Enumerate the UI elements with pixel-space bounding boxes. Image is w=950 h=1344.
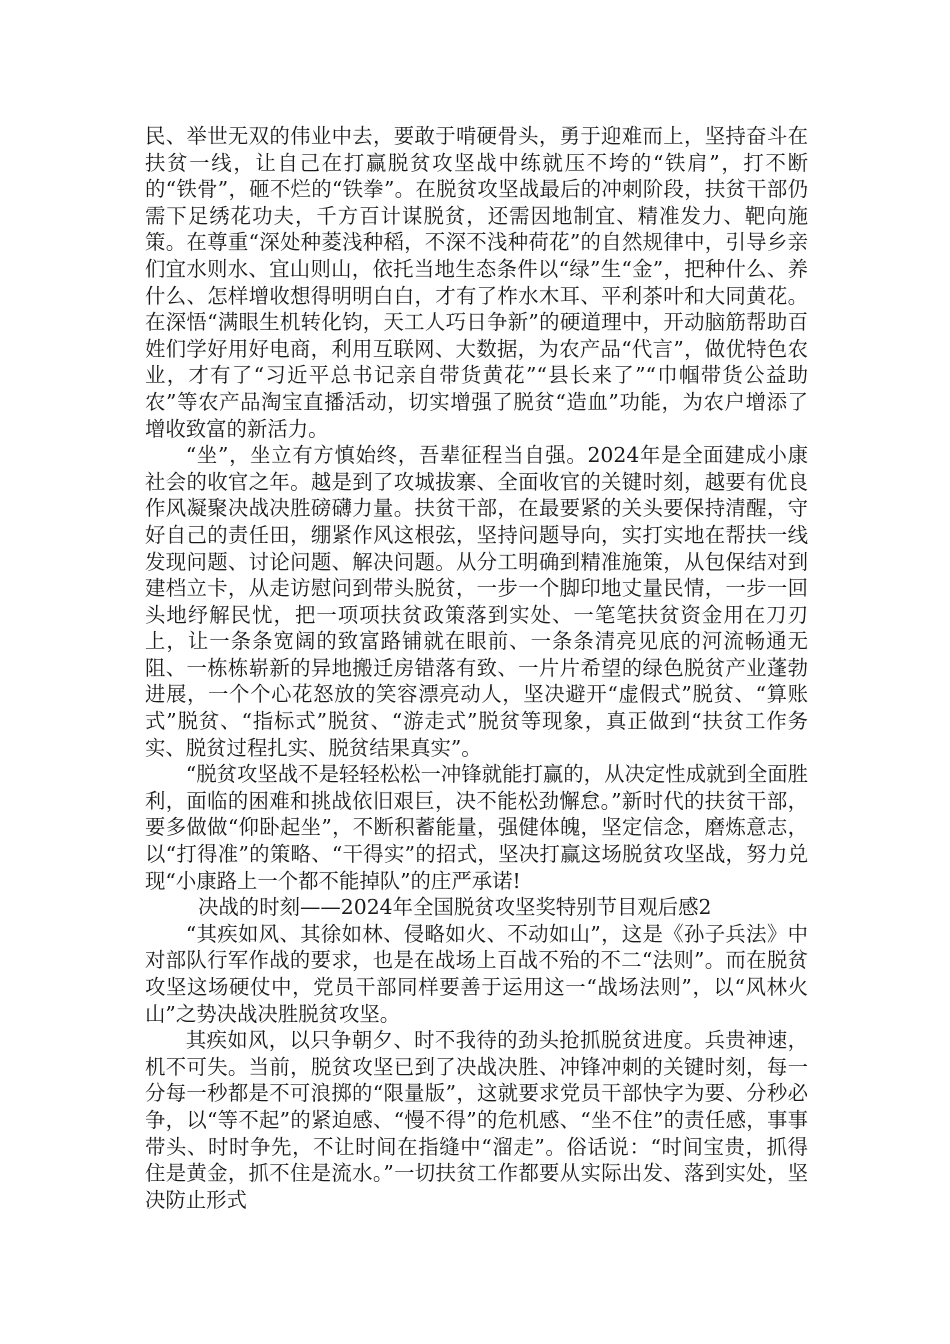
paragraph-wind: 其疾如风，以只争朝夕、时不我待的劲头抢抓脱贫进度。兵贵神速，机不可失。当前，脱贫攻坚已到了决战决胜、冲锋冲刺的关键时刻，每一分每一秒都是不可浪掷的“限量版”，这就要求党员干部快字为要、分秒必争，以“等不起”的紧迫感、“慢不得”的危机感、“坐不住”的责任感，事事带头、时时争先，不让时间在指缝中“溜走”。俗话说：“时间宝贵，抓得住是黄金，抓不住是流水。”一切扶贫工作都要从实际出发、落到实处，坚决防止形式 (145, 1028, 808, 1212)
paragraph-quote: “脱贫攻坚战不是轻轻松松一冲锋就能打赢的，从决定性成就到全面胜利，面临的困难和挑战依旧艰巨，决不能松劲懈怠。”新时代的扶贫干部，要多做做“仰卧起坐”，不断积蓄能量，强健体魄，坚定信念，磨炼意志，以“打得准”的策略、“干得实”的招式，坚决打赢这场脱贫攻坚战，努力兑现“小康路上一个都不能掉队”的庄严承诺! (145, 762, 808, 893)
document-body (145, 123, 808, 1213)
paragraph-sunzi: “其疾如风、其徐如林、侵略如火、不动如山”，这是《孙子兵法》中对部队行军作战的要求，也是在战场上百战不殆的不二“法则”。而在脱贫攻坚这场硬仗中，党员干部同样要善于运用这一“战场法则”，以“风林火山”之势决战决胜脱贫攻坚。 (145, 921, 808, 1026)
paragraph-continuation: 民、举世无双的伟业中去，要敢于啃硬骨头，勇于迎难而上，坚持奋斗在扶贫一线，让自己在打赢脱贫攻坚战中练就压不垮的“铁肩”，打不断的“铁骨”，砸不烂的“铁拳”。在脱贫攻坚战最后的冲刺阶段，扶贫干部仍需下足绣花功夫，千方百计谋脱贫，还需因地制宜、精准发力、靶向施策。在尊重“深处种菱浅种稻，不深不浅种荷花”的自然规律中，引导乡亲们宜水则水、宜山则山，依托当地生态条件以“绿”生“金”，把种什么、养什么、怎样增收想得明明白白，才有了柞水木耳、平利茶叶和大同黄花。在深悟“满眼生机转化钧，天工人巧日争新”的硬道理中，开动脑筋帮助百姓们学好用好电商，利用互联网、大数据，为农产品“代言”，做优特色农业，才有了“习近平总书记亲自带货黄花”“县长来了”“巾帼带货公益助农”等农产品淘宝直播活动，切实增强了脱贫“造血”功能，为农户增添了增收致富的新活力。 (145, 124, 808, 441)
paragraph-zuo: “坐”，坐立有方慎始终，吾辈征程当自强。2024年是全面建成小康社会的收官之年。越是到了攻城拔寨、全面收官的关键时刻，越要有优良作风凝聚决战决胜磅礴力量。扶贫干部，在最要紧的关头要保持清醒，守好自己的责任田，绷紧作风这根弦，坚持问题导向，实打实地在帮扶一线发现问题、讨论问题、解决问题。从分工明确到精准施策，从包保结对到建档立卡，从走访慰问到带头脱贫，一步一个脚印地丈量民情，一步一回头地纾解民忧，把一项项扶贫政策落到实处、一笔笔扶贫资金用在刀刃上，让一条条宽阔的致富路铺就在眼前、一条条清亮见底的河流畅通无阻、一栋栋崭新的异地搬迁房错落有致、一片片希望的绿色脱贫产业蓬勃进展，一个个心花怒放的笑容漂亮动人，坚决避开“虚假式”脱贫、“算账式”脱贫、“指标式”脱贫、“游走式”脱贫等现象，真正做到“扶贫工作务实、脱贫过程扎实、脱贫结果真实”。 (145, 443, 808, 760)
section-heading: 决战的时刻——2024年全国脱贫攻坚奖特别节目观后感2 (198, 895, 712, 920)
